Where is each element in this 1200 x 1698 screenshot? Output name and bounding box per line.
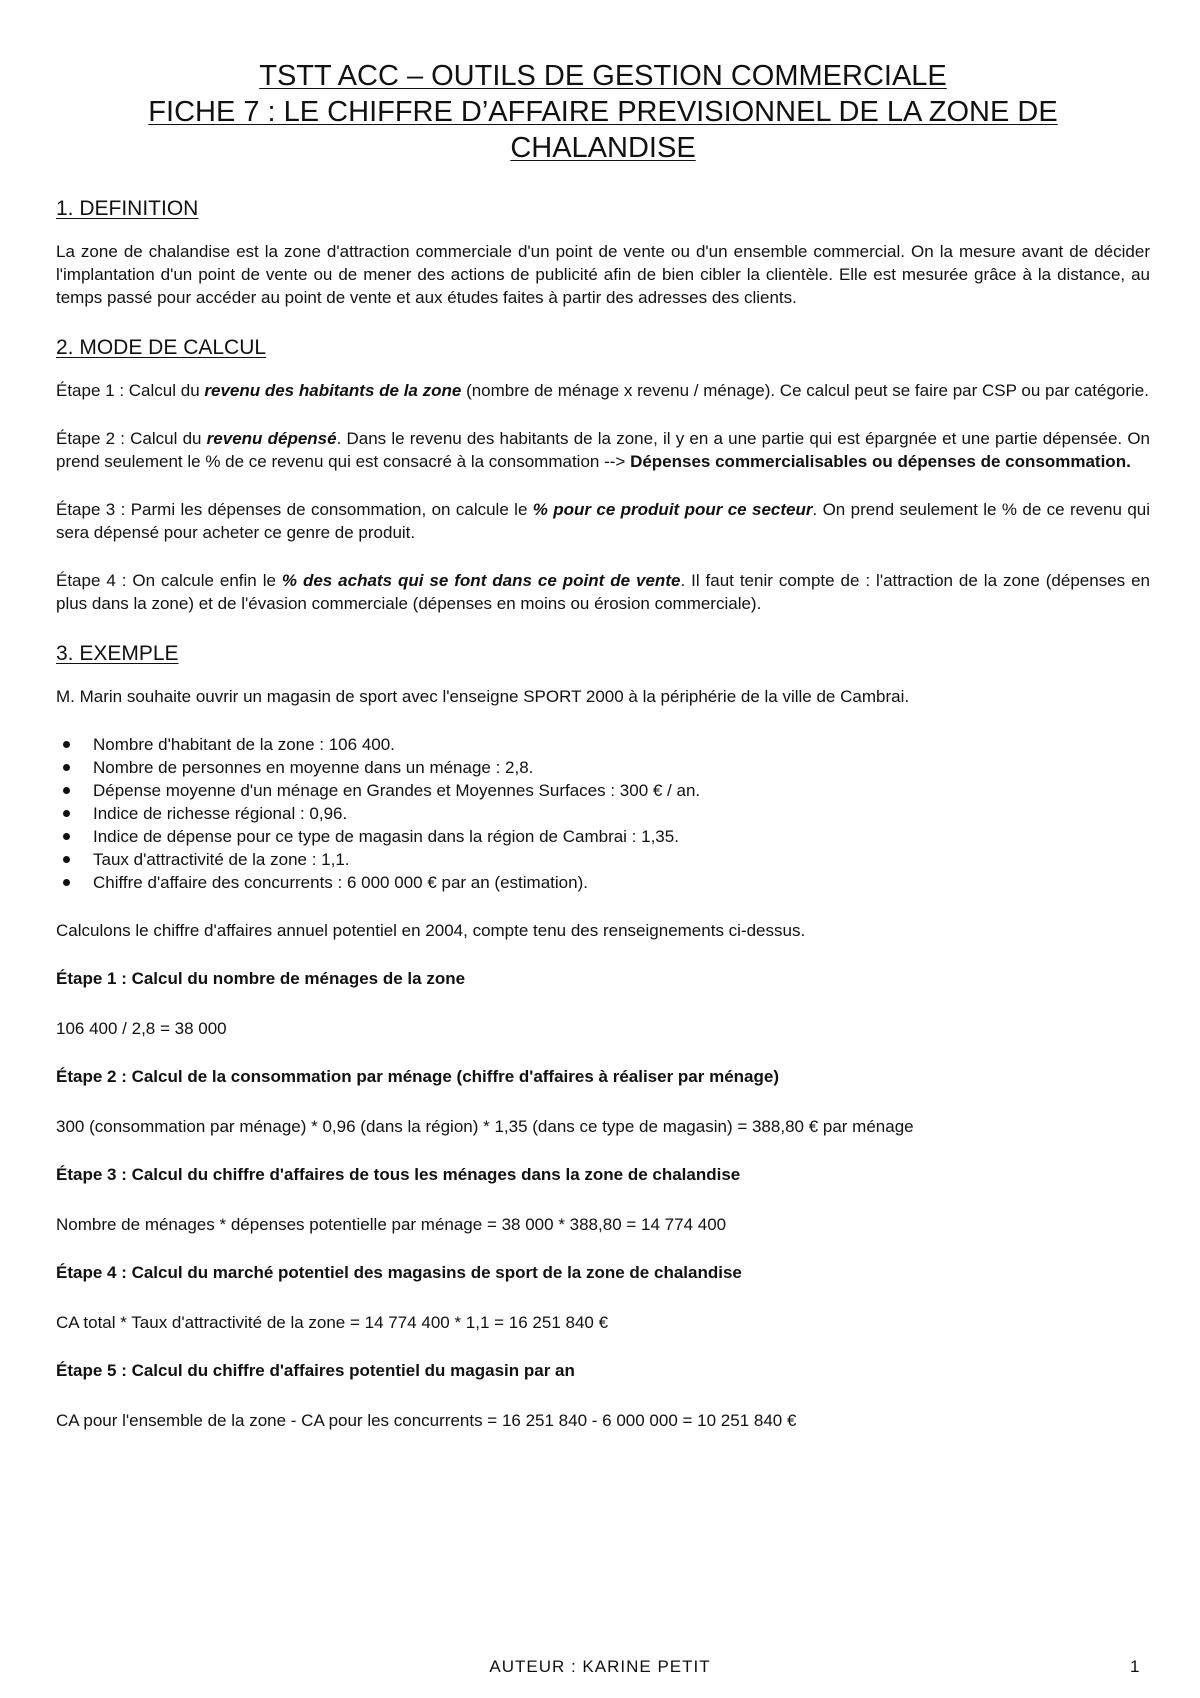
bullet-icon bbox=[63, 879, 70, 886]
calc-step-4-paragraph bbox=[56, 569, 1150, 615]
example-step-5-formula: CA pour l'ensemble de la zone - CA pour les concurrents = 16 251 840 - 6 000 000 = 10 251 840 € bbox=[56, 1411, 797, 1430]
calc-step-1-paragraph bbox=[56, 379, 1150, 402]
calc-step-2-paragraph bbox=[56, 427, 1150, 473]
bullet-icon bbox=[63, 810, 70, 817]
calc-step-1-emphasis: revenu des habitants de la zone bbox=[204, 381, 462, 400]
calc-step-3-emphasis: % pour ce produit pour ce secteur bbox=[532, 500, 813, 519]
example-step-2-formula: 300 (consommation par ménage) * 0,96 (dans la région) * 1,35 (dans ce type de magasin) = 388,80 € par ménage bbox=[56, 1117, 914, 1136]
list-item bbox=[56, 733, 1150, 756]
calc-step-3-pre: Étape 3 : Parmi les dépenses de consommation, on calcule le bbox=[56, 500, 533, 519]
page-number: 1 bbox=[1130, 1657, 1140, 1676]
calc-step-3-paragraph bbox=[56, 498, 1150, 544]
section-heading-exemple: 3. EXEMPLE bbox=[56, 642, 179, 665]
calc-step-4-pre: Étape 4 : On calcule enfin le bbox=[56, 571, 282, 590]
example-data-list bbox=[56, 733, 1150, 894]
bullet-icon bbox=[63, 787, 70, 794]
calc-step-2-mid: . Dans le revenu des habitants de la zone, il y en a une partie qui est épargnée et une partie dépensée. On prend seulement le % de ce revenu qui est consacré à la consommation --> bbox=[56, 429, 1150, 471]
example-step-5-heading: Étape 5 : Calcul du chiffre d'affaires potentiel du magasin par an bbox=[56, 1361, 575, 1380]
list-item bbox=[56, 756, 1150, 779]
title-line-3: CHALANDISE bbox=[510, 132, 696, 164]
calc-step-1-pre: Étape 1 : Calcul du bbox=[56, 381, 205, 400]
example-step-1-heading: Étape 1 : Calcul du nombre de ménages de la zone bbox=[56, 969, 466, 988]
example-step-4-heading: Étape 4 : Calcul du marché potentiel des magasins de sport de la zone de chalandise bbox=[56, 1263, 742, 1282]
bullet-icon bbox=[63, 833, 70, 840]
example-step-3-formula: Nombre de ménages * dépenses potentielle par ménage = 38 000 * 388,80 = 14 774 400 bbox=[56, 1215, 727, 1234]
page-content bbox=[56, 58, 1150, 1457]
footer-author: AUTEUR : KARINE PETIT bbox=[489, 1657, 711, 1676]
example-step-4-formula: CA total * Taux d'attractivité de la zone = 14 774 400 * 1,1 = 16 251 840 € bbox=[56, 1313, 609, 1332]
example-step-3-heading: Étape 3 : Calcul du chiffre d'affaires de tous les ménages dans la zone de chalandise bbox=[56, 1165, 741, 1184]
list-item bbox=[56, 848, 1150, 871]
calc-step-4-post: . Il faut tenir compte de : l'attraction de la zone (dépenses en plus dans la zone) et de l'évasion commerciale (dépenses en moins ou érosion commerciale). bbox=[56, 571, 1151, 613]
title-line-1: TSTT ACC – OUTILS DE GESTION COMMERCIALE bbox=[259, 60, 947, 92]
calc-step-2-emphasis: revenu dépensé bbox=[206, 429, 337, 448]
list-item bbox=[56, 779, 1150, 802]
list-item-text: Nombre de personnes en moyenne dans un ménage : 2,8. bbox=[93, 758, 534, 777]
section-heading-mode-de-calcul: 2. MODE DE CALCUL bbox=[56, 336, 267, 359]
list-item-text: Indice de dépense pour ce type de magasin dans la région de Cambrai : 1,35. bbox=[93, 827, 679, 846]
title-line-2: FICHE 7 : LE CHIFFRE D’AFFAIRE PREVISIONNEL DE LA ZONE DE bbox=[148, 96, 1058, 128]
section-heading-definition: 1. DEFINITION bbox=[56, 197, 199, 220]
list-item-text: Indice de richesse régional : 0,96. bbox=[93, 804, 348, 823]
bullet-icon bbox=[63, 741, 70, 748]
calc-step-1-post: (nombre de ménage x revenu / ménage). Ce calcul peut se faire par CSP ou par catégorie. bbox=[461, 381, 1149, 400]
bullet-icon bbox=[63, 856, 70, 863]
list-item-text: Nombre d'habitant de la zone : 106 400. bbox=[93, 735, 395, 754]
example-step-1-formula: 106 400 / 2,8 = 38 000 bbox=[56, 1019, 227, 1038]
list-item bbox=[56, 802, 1150, 825]
example-intro: M. Marin souhaite ouvrir un magasin de sport avec l'enseigne SPORT 2000 à la périphérie de la ville de Cambrai. bbox=[56, 687, 910, 706]
bullet-icon bbox=[63, 764, 70, 771]
calc-step-2-pre: Étape 2 : Calcul du bbox=[56, 429, 207, 448]
example-step-2-heading: Étape 2 : Calcul de la consommation par ménage (chiffre d'affaires à réaliser par ménage) bbox=[56, 1067, 780, 1086]
definition-paragraph: La zone de chalandise est la zone d'attraction commerciale d'un point de vente ou d'un ensemble commercial. On la mesure avant de décider l'implantation d'un point de vente ou de mener des actions de publicité afin de bien cibler la clientèle. Elle est mesurée grâce à la distance, au temps passé pour accéder au point de vente et aux études faites à partir des adresses des clients. bbox=[56, 242, 1150, 307]
list-item-text: Taux d'attractivité de la zone : 1,1. bbox=[93, 850, 350, 869]
list-item bbox=[56, 825, 1150, 848]
calc-step-3-post: . On prend seulement le % de ce revenu qui sera dépensé pour acheter ce genre de produit. bbox=[56, 500, 1151, 542]
calc-step-4-emphasis: % des achats qui se font dans ce point de vente bbox=[281, 571, 681, 590]
document-title bbox=[56, 58, 1150, 166]
calculation-intro: Calculons le chiffre d'affaires annuel potentiel en 2004, compte tenu des renseignements ci-dessus. bbox=[56, 921, 806, 940]
calc-step-2-bold: Dépenses commercialisables ou dépenses de consommation. bbox=[630, 452, 1131, 471]
list-item-text: Dépense moyenne d'un ménage en Grandes et Moyennes Surfaces : 300 € / an. bbox=[93, 781, 701, 800]
list-item bbox=[56, 871, 1150, 894]
list-item-text: Chiffre d'affaire des concurrents : 6 000 000 € par an (estimation). bbox=[93, 873, 588, 892]
